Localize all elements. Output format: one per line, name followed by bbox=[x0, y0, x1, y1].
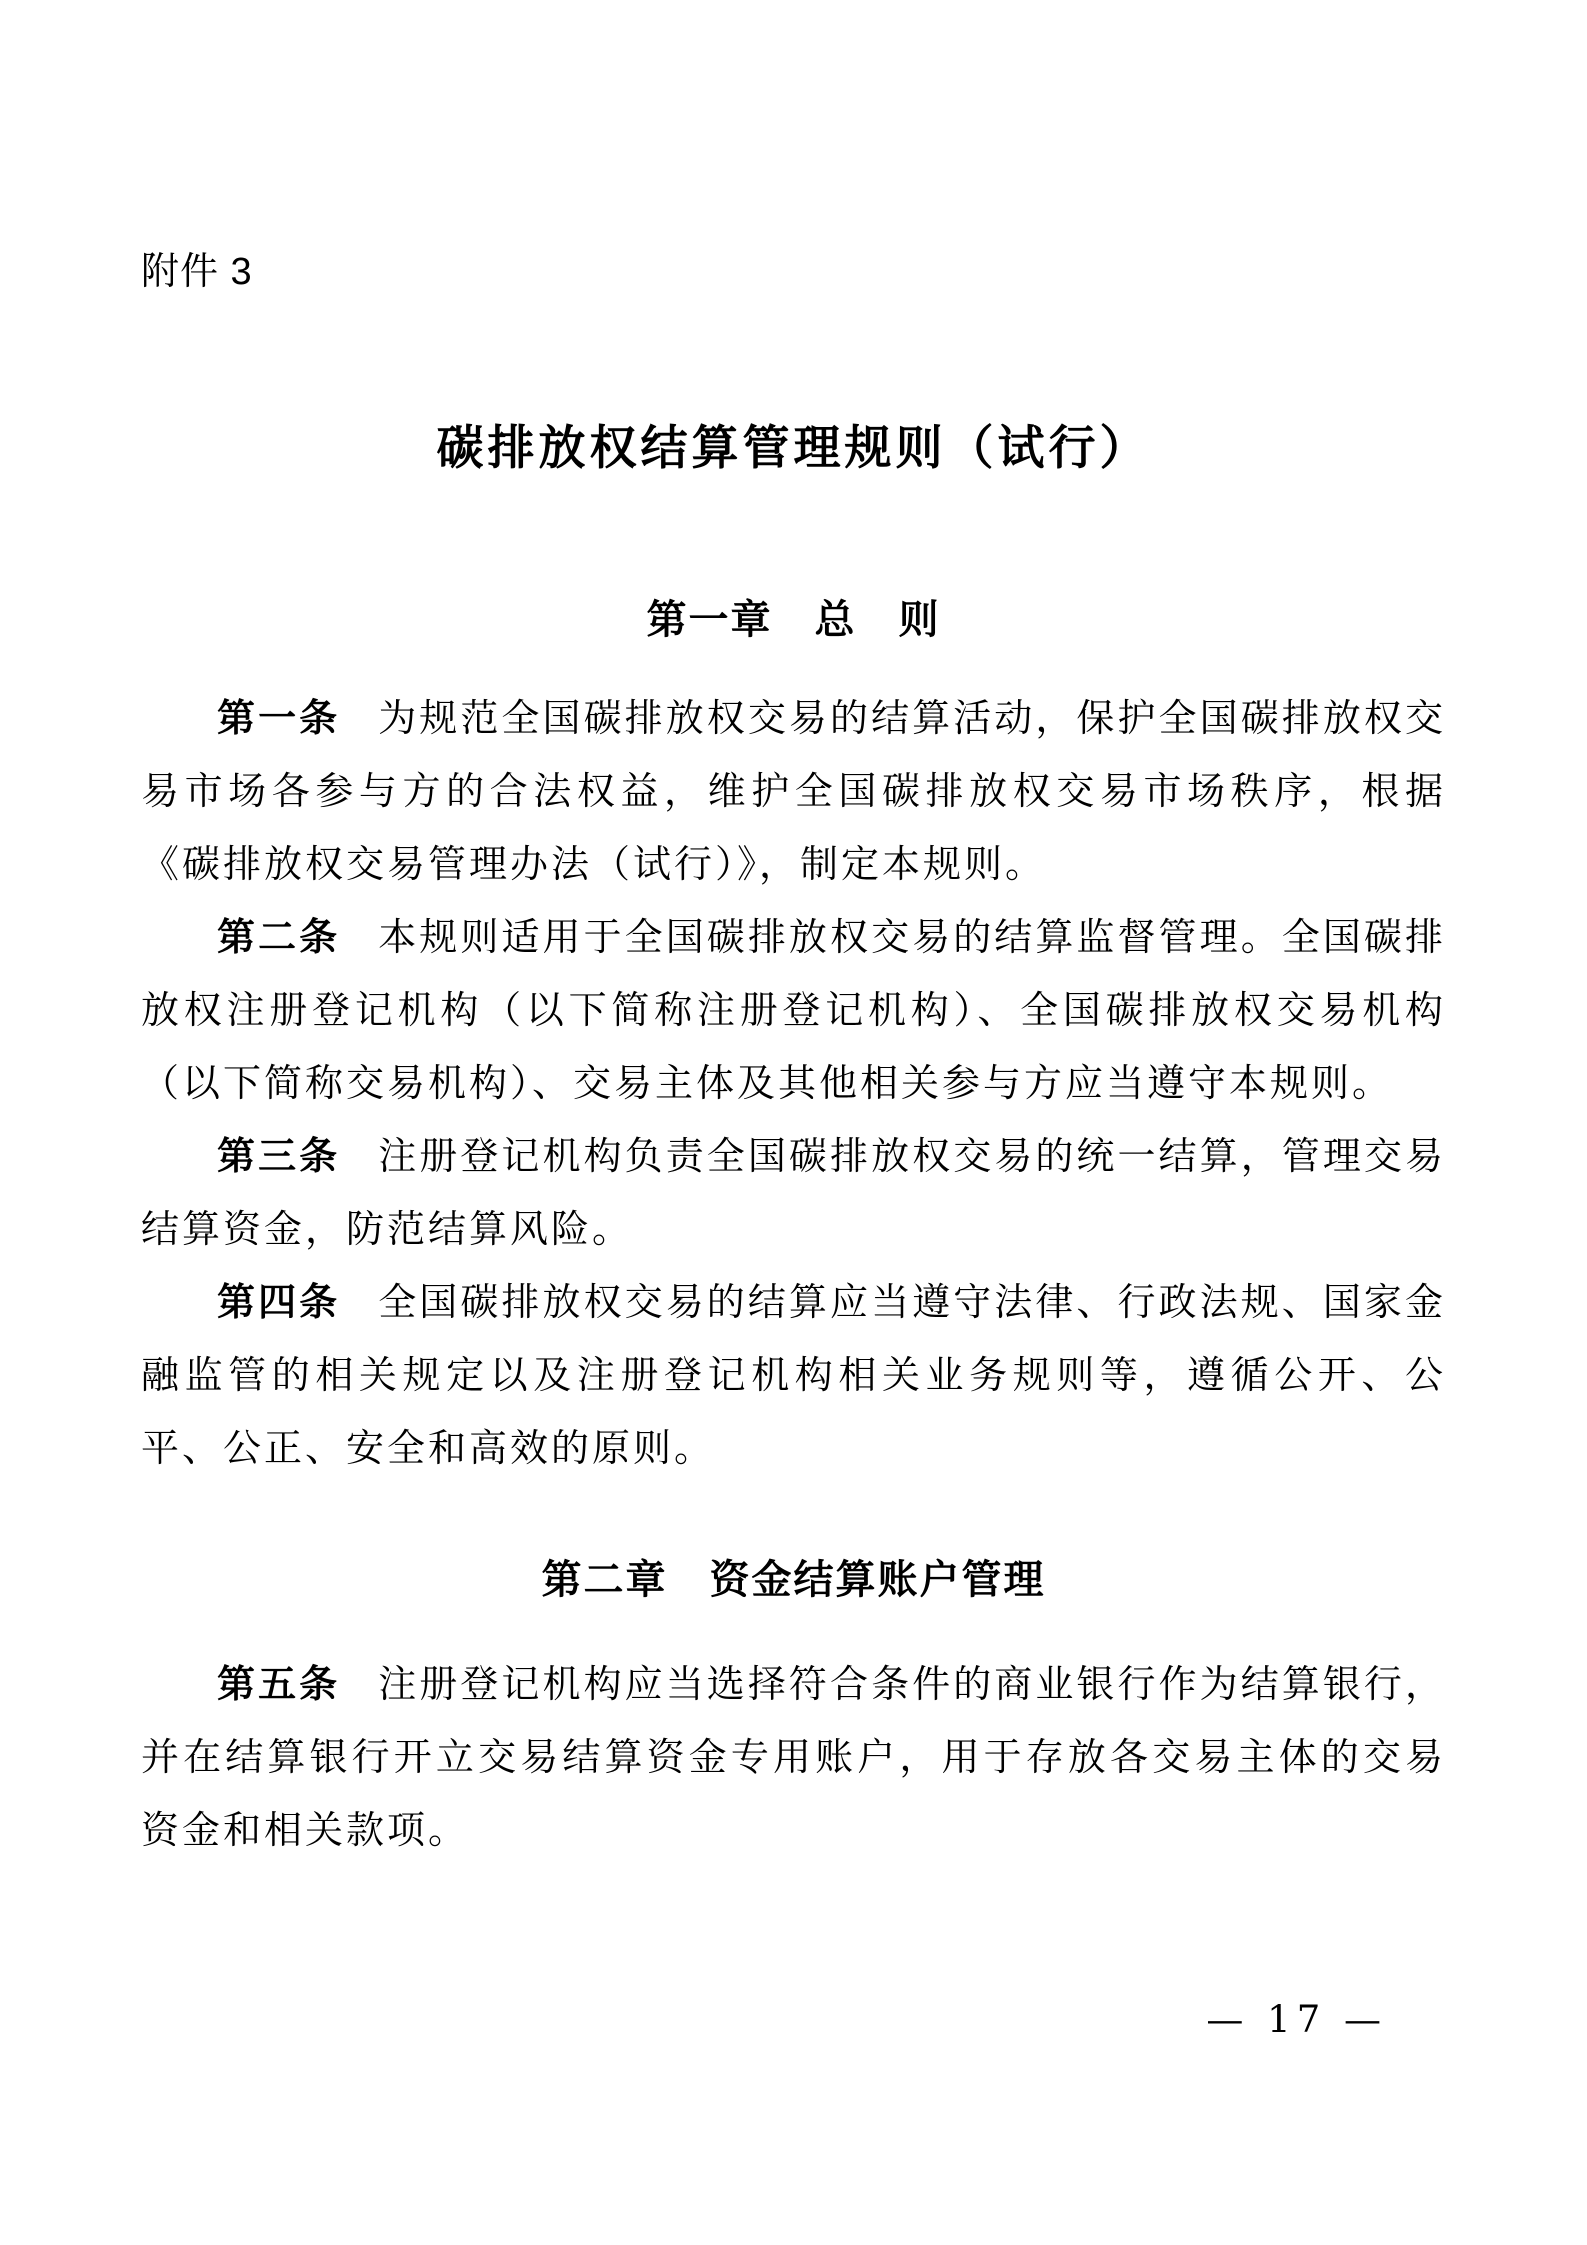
article-4-text: 全国碳排放权交易的结算应当遵守法律、行政法规、国家金融监管的相关规定以及注册登记机构相关业务规则等，遵循公开、公平、公正、安全和高效的原则。 bbox=[141, 1282, 1446, 1471]
chapter-2-heading: 第二章 资金结算账户管理 bbox=[541, 1558, 1046, 1603]
page-number: — 17 — bbox=[1206, 1998, 1387, 2041]
article-3 bbox=[141, 1121, 1446, 1267]
article-5 bbox=[141, 1649, 1446, 1868]
article-5-label: 第五条 bbox=[217, 1664, 341, 1707]
article-4 bbox=[141, 1267, 1446, 1486]
article-1-text: 为规范全国碳排放权交易的结算活动，保护全国碳排放权交易市场各参与方的合法权益，维护全国碳排放权交易市场秩序，根据《碳排放权交易管理办法（试行）》，制定本规则。 bbox=[141, 698, 1446, 887]
article-4-label: 第四条 bbox=[217, 1282, 341, 1325]
document-title: 碳排放权结算管理规则（试行） bbox=[436, 420, 1151, 474]
article-3-label: 第三条 bbox=[217, 1136, 341, 1179]
article-1 bbox=[141, 683, 1446, 902]
chapter-1-heading: 第一章 总 则 bbox=[646, 598, 941, 643]
article-1-label: 第一条 bbox=[217, 698, 341, 741]
article-5-text: 注册登记机构应当选择符合条件的商业银行作为结算银行，并在结算银行开立交易结算资金专用账户，用于存放各交易主体的交易资金和相关款项。 bbox=[141, 1664, 1446, 1853]
article-2-label: 第二条 bbox=[217, 917, 341, 960]
attachment-label: 附件 3 bbox=[141, 251, 253, 293]
article-3-text: 注册登记机构负责全国碳排放权交易的统一结算，管理交易结算资金，防范结算风险。 bbox=[141, 1136, 1446, 1252]
article-2 bbox=[141, 902, 1446, 1121]
article-2-text: 本规则适用于全国碳排放权交易的结算监督管理。全国碳排放权注册登记机构（以下简称注册登记机构）、全国碳排放权交易机构（以下简称交易机构）、交易主体及其他相关参与方应当遵守本规则。 bbox=[141, 917, 1446, 1106]
